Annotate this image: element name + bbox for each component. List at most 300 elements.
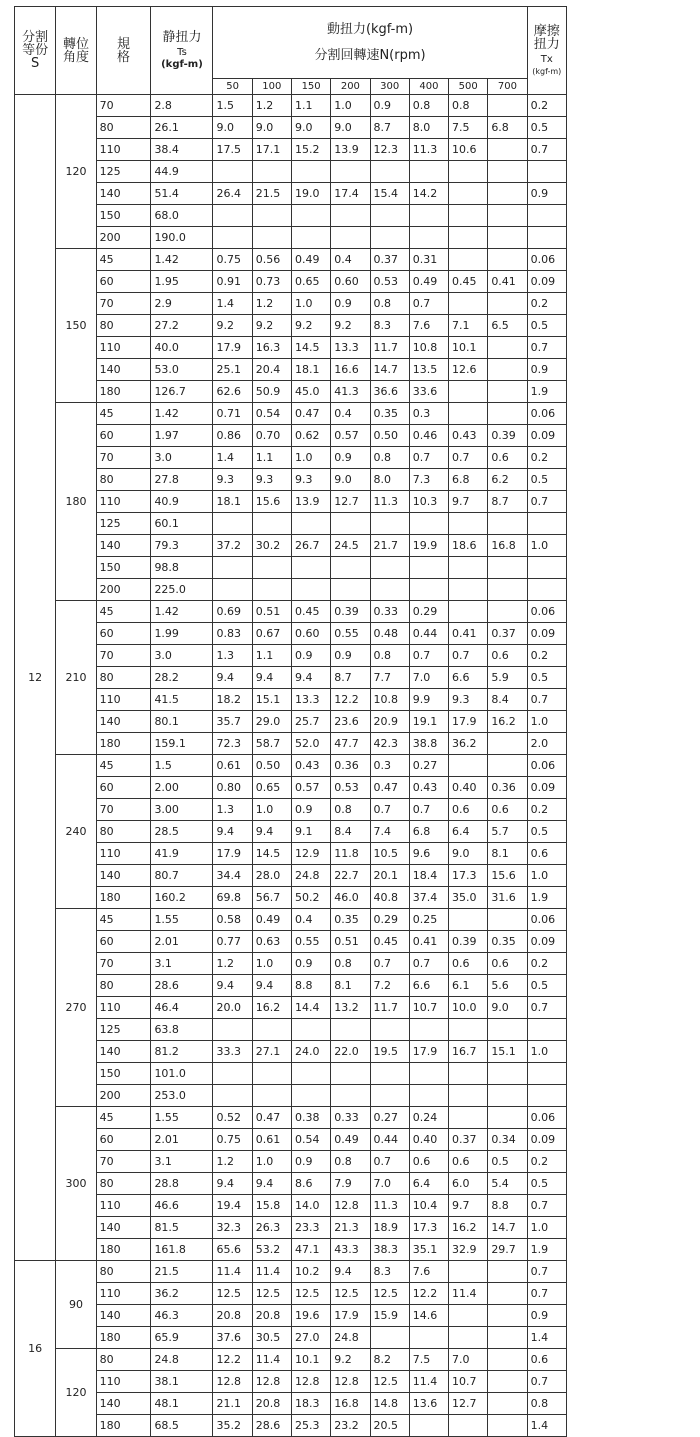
dynamic-torque-cell: 36.2	[449, 733, 488, 755]
static-torque-cell: 40.0	[151, 337, 213, 359]
size-cell: 110	[96, 843, 151, 865]
table-row	[15, 425, 567, 447]
dynamic-torque-cell: 0.39	[449, 931, 488, 953]
dynamic-torque-cell: 17.1	[252, 139, 291, 161]
dynamic-torque-cell: 21.1	[213, 1393, 252, 1415]
dynamic-torque-cell	[291, 579, 330, 601]
dynamic-torque-cell: 1.4	[213, 293, 252, 315]
dynamic-torque-cell: 9.1	[291, 821, 330, 843]
dynamic-torque-cell: 10.8	[370, 689, 409, 711]
dynamic-torque-cell	[213, 1085, 252, 1107]
dynamic-torque-cell: 32.9	[449, 1239, 488, 1261]
size-cell: 45	[96, 249, 151, 271]
dynamic-torque-cell: 0.53	[331, 777, 370, 799]
torque-spec-table	[14, 6, 567, 1437]
static-torque-cell: 1.99	[151, 623, 213, 645]
dynamic-torque-cell: 35.2	[213, 1415, 252, 1437]
size-cell: 180	[96, 733, 151, 755]
dynamic-torque-cell	[409, 1327, 448, 1349]
dynamic-torque-cell: 9.9	[409, 689, 448, 711]
dynamic-torque-cell: 10.0	[449, 997, 488, 1019]
dynamic-torque-cell: 0.7	[449, 645, 488, 667]
dynamic-torque-cell: 0.41	[488, 271, 527, 293]
static-torque-cell: 68.5	[151, 1415, 213, 1437]
dynamic-torque-cell: 11.7	[370, 997, 409, 1019]
table-row	[15, 887, 567, 909]
size-cell: 140	[96, 183, 151, 205]
dynamic-torque-cell	[370, 557, 409, 579]
size-cell: 70	[96, 799, 151, 821]
dynamic-torque-cell: 17.9	[213, 843, 252, 865]
dynamic-torque-cell	[252, 1085, 291, 1107]
dynamic-torque-cell: 0.4	[331, 249, 370, 271]
table-row	[15, 865, 567, 887]
dynamic-torque-cell: 65.6	[213, 1239, 252, 1261]
table-row	[15, 1085, 567, 1107]
dynamic-torque-cell	[488, 1261, 527, 1283]
size-cell: 140	[96, 1305, 151, 1327]
static-torque-cell: 48.1	[151, 1393, 213, 1415]
size-cell: 140	[96, 359, 151, 381]
dynamic-torque-cell: 9.0	[488, 997, 527, 1019]
dynamic-torque-cell: 10.5	[370, 843, 409, 865]
dynamic-torque-cell	[370, 1327, 409, 1349]
friction-torque-cell: 0.2	[527, 645, 566, 667]
dynamic-torque-cell: 15.8	[252, 1195, 291, 1217]
dynamic-torque-cell	[213, 205, 252, 227]
table-row	[15, 909, 567, 931]
table-row	[15, 1195, 567, 1217]
dynamic-torque-cell: 0.27	[370, 1107, 409, 1129]
division-header	[15, 7, 56, 95]
table-row	[15, 1283, 567, 1305]
dynamic-torque-cell: 12.5	[291, 1283, 330, 1305]
static-torque-cell: 126.7	[151, 381, 213, 403]
friction-torque-header-line3: Tx	[540, 54, 553, 65]
friction-torque-cell: 0.7	[527, 1371, 566, 1393]
dynamic-torque-cell: 9.4	[291, 667, 330, 689]
dynamic-torque-cell	[449, 249, 488, 271]
dynamic-torque-cell: 7.7	[370, 667, 409, 689]
dynamic-torque-cell: 8.0	[370, 469, 409, 491]
table-row	[15, 491, 567, 513]
static-torque-cell: 46.6	[151, 1195, 213, 1217]
dynamic-torque-cell: 7.2	[370, 975, 409, 997]
dynamic-torque-cell: 9.4	[213, 821, 252, 843]
dynamic-torque-cell: 1.2	[252, 293, 291, 315]
static-torque-cell: 27.2	[151, 315, 213, 337]
table-row	[15, 733, 567, 755]
dynamic-torque-cell: 53.2	[252, 1239, 291, 1261]
dynamic-torque-cell: 0.9	[331, 447, 370, 469]
table-row	[15, 271, 567, 293]
dynamic-torque-cell: 18.3	[291, 1393, 330, 1415]
dynamic-torque-cell: 10.4	[409, 1195, 448, 1217]
dynamic-torque-cell: 0.51	[252, 601, 291, 623]
dynamic-torque-cell: 0.54	[291, 1129, 330, 1151]
dynamic-torque-cell	[252, 1019, 291, 1041]
size-cell: 140	[96, 1393, 151, 1415]
friction-torque-cell: 0.8	[527, 1393, 566, 1415]
dynamic-torque-cell: 29.7	[488, 1239, 527, 1261]
dynamic-torque-cell: 9.0	[449, 843, 488, 865]
static-torque-cell: 225.0	[151, 579, 213, 601]
dynamic-torque-cell	[252, 227, 291, 249]
dynamic-torque-cell: 10.2	[291, 1261, 330, 1283]
static-torque-cell: 2.01	[151, 931, 213, 953]
dynamic-torque-cell: 8.7	[331, 667, 370, 689]
dynamic-torque-cell: 24.8	[331, 1327, 370, 1349]
dynamic-torque-cell: 14.8	[370, 1393, 409, 1415]
rpm-header-cell: 500	[449, 79, 488, 95]
angle-cell: 120	[56, 95, 96, 249]
division-header-line1: 分割	[22, 30, 49, 45]
size-cell: 110	[96, 1195, 151, 1217]
table-row	[15, 469, 567, 491]
dynamic-torque-cell: 6.1	[449, 975, 488, 997]
static-torque-cell: 46.4	[151, 997, 213, 1019]
size-cell: 125	[96, 1019, 151, 1041]
table-row	[15, 1349, 567, 1371]
static-torque-header-line2: Ts	[177, 47, 187, 58]
dynamic-torque-cell: 9.0	[331, 117, 370, 139]
angle-cell: 180	[56, 403, 96, 601]
dynamic-torque-cell: 20.5	[370, 1415, 409, 1437]
dynamic-torque-cell: 23.3	[291, 1217, 330, 1239]
dynamic-torque-cell: 12.5	[213, 1283, 252, 1305]
friction-torque-cell: 0.2	[527, 95, 566, 117]
dynamic-torque-cell: 9.4	[213, 667, 252, 689]
dynamic-torque-cell: 9.0	[213, 117, 252, 139]
dynamic-torque-header-line2: 分割回轉速N(rpm)	[314, 48, 426, 63]
dynamic-torque-cell: 0.57	[331, 425, 370, 447]
dynamic-torque-cell: 33.3	[213, 1041, 252, 1063]
dynamic-torque-cell: 9.2	[213, 315, 252, 337]
dynamic-torque-cell	[488, 1283, 527, 1305]
static-torque-cell: 2.8	[151, 95, 213, 117]
dynamic-torque-cell	[213, 1063, 252, 1085]
table-row	[15, 161, 567, 183]
dynamic-torque-cell: 14.6	[409, 1305, 448, 1327]
dynamic-torque-cell: 0.49	[252, 909, 291, 931]
table-row	[15, 1151, 567, 1173]
dynamic-torque-cell: 5.9	[488, 667, 527, 689]
angle-cell: 240	[56, 755, 96, 909]
static-torque-cell: 63.8	[151, 1019, 213, 1041]
friction-torque-cell	[527, 1063, 566, 1085]
dynamic-torque-cell	[488, 161, 527, 183]
table-row	[15, 953, 567, 975]
dynamic-torque-cell: 30.2	[252, 535, 291, 557]
dynamic-torque-cell: 15.4	[370, 183, 409, 205]
dynamic-torque-cell: 0.49	[331, 1129, 370, 1151]
dynamic-torque-cell	[449, 161, 488, 183]
dynamic-torque-cell: 11.4	[213, 1261, 252, 1283]
static-torque-cell: 27.8	[151, 469, 213, 491]
dynamic-torque-cell	[331, 1019, 370, 1041]
table-row	[15, 975, 567, 997]
dynamic-torque-cell	[488, 1327, 527, 1349]
dynamic-torque-cell: 12.8	[252, 1371, 291, 1393]
size-cell: 80	[96, 821, 151, 843]
static-torque-cell: 41.9	[151, 843, 213, 865]
dynamic-torque-cell: 17.9	[331, 1305, 370, 1327]
dynamic-torque-cell	[449, 1085, 488, 1107]
dynamic-torque-cell: 8.3	[370, 1261, 409, 1283]
static-torque-cell: 38.4	[151, 139, 213, 161]
table-row	[15, 249, 567, 271]
dynamic-torque-cell: 1.1	[252, 645, 291, 667]
dynamic-torque-cell: 0.7	[449, 447, 488, 469]
dynamic-torque-cell: 0.39	[331, 601, 370, 623]
dynamic-torque-cell	[488, 1019, 527, 1041]
dynamic-torque-cell	[291, 1019, 330, 1041]
size-cell: 140	[96, 711, 151, 733]
dynamic-torque-cell: 0.48	[370, 623, 409, 645]
table-row	[15, 359, 567, 381]
dynamic-torque-cell	[449, 557, 488, 579]
friction-torque-cell: 0.2	[527, 799, 566, 821]
dynamic-torque-cell: 0.43	[409, 777, 448, 799]
friction-torque-cell: 1.0	[527, 1041, 566, 1063]
table-row	[15, 623, 567, 645]
dynamic-torque-cell: 8.3	[370, 315, 409, 337]
dynamic-torque-cell: 0.8	[409, 95, 448, 117]
dynamic-torque-cell	[449, 909, 488, 931]
dynamic-torque-cell	[488, 227, 527, 249]
friction-torque-header-line2: 扭力	[533, 37, 560, 52]
dynamic-torque-cell	[370, 1063, 409, 1085]
dynamic-torque-cell	[213, 513, 252, 535]
size-cell: 180	[96, 381, 151, 403]
table-row	[15, 183, 567, 205]
dynamic-torque-cell: 0.58	[213, 909, 252, 931]
dynamic-torque-cell	[449, 513, 488, 535]
dynamic-torque-cell	[488, 359, 527, 381]
dynamic-torque-cell: 18.1	[213, 491, 252, 513]
dynamic-torque-cell: 11.3	[409, 139, 448, 161]
dynamic-torque-cell: 35.0	[449, 887, 488, 909]
dynamic-torque-cell	[291, 557, 330, 579]
dynamic-torque-cell	[409, 1085, 448, 1107]
table-row	[15, 1305, 567, 1327]
static-torque-cell: 28.2	[151, 667, 213, 689]
dynamic-torque-cell	[213, 557, 252, 579]
dynamic-torque-cell	[213, 161, 252, 183]
table-row	[15, 601, 567, 623]
angle-cell: 210	[56, 601, 96, 755]
dynamic-torque-cell: 0.52	[213, 1107, 252, 1129]
dynamic-torque-cell: 18.1	[291, 359, 330, 381]
static-torque-cell: 1.55	[151, 1107, 213, 1129]
dynamic-torque-cell: 0.9	[370, 95, 409, 117]
dynamic-torque-cell: 9.0	[252, 117, 291, 139]
dynamic-torque-cell: 7.0	[409, 667, 448, 689]
dynamic-torque-cell: 0.7	[409, 447, 448, 469]
dynamic-torque-cell: 17.9	[213, 337, 252, 359]
dynamic-torque-cell	[488, 557, 527, 579]
friction-torque-cell: 0.06	[527, 755, 566, 777]
dynamic-torque-cell: 19.9	[409, 535, 448, 557]
static-torque-cell: 2.9	[151, 293, 213, 315]
dynamic-torque-cell	[449, 1107, 488, 1129]
angle-cell: 270	[56, 909, 96, 1107]
dynamic-torque-cell	[291, 1085, 330, 1107]
static-torque-cell: 26.1	[151, 117, 213, 139]
friction-torque-cell	[527, 1019, 566, 1041]
static-torque-cell: 60.1	[151, 513, 213, 535]
table-row	[15, 777, 567, 799]
division-cell: 16	[15, 1261, 56, 1437]
dynamic-torque-cell: 8.4	[488, 689, 527, 711]
friction-torque-cell: 0.2	[527, 447, 566, 469]
dynamic-torque-cell: 50.2	[291, 887, 330, 909]
dynamic-torque-cell	[488, 293, 527, 315]
dynamic-torque-cell: 10.1	[449, 337, 488, 359]
dynamic-torque-cell: 0.8	[331, 953, 370, 975]
friction-torque-cell: 1.9	[527, 381, 566, 403]
dynamic-torque-cell: 11.8	[331, 843, 370, 865]
dynamic-torque-cell: 8.1	[331, 975, 370, 997]
dynamic-torque-cell: 46.0	[331, 887, 370, 909]
dynamic-torque-cell	[488, 381, 527, 403]
dynamic-torque-cell	[488, 579, 527, 601]
size-cell: 150	[96, 557, 151, 579]
rpm-header-cell: 300	[370, 79, 409, 95]
dynamic-torque-cell: 40.8	[370, 887, 409, 909]
dynamic-torque-cell	[488, 95, 527, 117]
dynamic-torque-cell	[449, 601, 488, 623]
static-torque-cell: 160.2	[151, 887, 213, 909]
angle-cell: 90	[56, 1261, 96, 1349]
dynamic-torque-cell: 0.45	[449, 271, 488, 293]
dynamic-torque-cell: 1.3	[213, 799, 252, 821]
dynamic-torque-cell: 21.7	[370, 535, 409, 557]
table-row	[15, 1041, 567, 1063]
table-row	[15, 1261, 567, 1283]
dynamic-torque-cell: 11.3	[370, 1195, 409, 1217]
dynamic-torque-cell: 16.6	[331, 359, 370, 381]
dynamic-torque-cell: 0.91	[213, 271, 252, 293]
dynamic-torque-cell: 45.0	[291, 381, 330, 403]
static-torque-cell: 24.8	[151, 1349, 213, 1371]
dynamic-torque-cell	[449, 1327, 488, 1349]
division-cell: 12	[15, 95, 56, 1261]
dynamic-torque-cell: 22.0	[331, 1041, 370, 1063]
friction-torque-cell	[527, 557, 566, 579]
dynamic-torque-cell: 0.40	[409, 1129, 448, 1151]
table-row	[15, 535, 567, 557]
angle-header-line2: 角度	[62, 49, 89, 65]
friction-torque-cell: 0.9	[527, 183, 566, 205]
table-row	[15, 381, 567, 403]
dynamic-torque-cell: 31.6	[488, 887, 527, 909]
dynamic-torque-cell: 9.3	[252, 469, 291, 491]
dynamic-torque-cell: 12.2	[331, 689, 370, 711]
dynamic-torque-cell: 13.9	[291, 491, 330, 513]
dynamic-torque-cell: 18.4	[409, 865, 448, 887]
dynamic-torque-cell: 0.24	[409, 1107, 448, 1129]
dynamic-torque-cell	[213, 1019, 252, 1041]
static-torque-cell: 190.0	[151, 227, 213, 249]
dynamic-torque-cell: 9.3	[213, 469, 252, 491]
dynamic-torque-cell: 29.0	[252, 711, 291, 733]
friction-torque-cell: 0.9	[527, 1305, 566, 1327]
friction-torque-cell: 0.9	[527, 359, 566, 381]
size-cell: 80	[96, 975, 151, 997]
dynamic-torque-cell: 26.3	[252, 1217, 291, 1239]
friction-torque-cell: 0.7	[527, 491, 566, 513]
dynamic-torque-cell: 17.4	[331, 183, 370, 205]
dynamic-torque-cell: 15.1	[252, 689, 291, 711]
dynamic-torque-cell: 9.7	[449, 491, 488, 513]
dynamic-torque-cell: 0.3	[370, 755, 409, 777]
dynamic-torque-cell: 0.31	[409, 249, 448, 271]
dynamic-torque-cell: 69.8	[213, 887, 252, 909]
size-cell: 110	[96, 1371, 151, 1393]
dynamic-torque-cell: 0.65	[291, 271, 330, 293]
size-cell: 150	[96, 1063, 151, 1085]
dynamic-torque-cell: 62.6	[213, 381, 252, 403]
static-torque-cell: 1.97	[151, 425, 213, 447]
table-row	[15, 645, 567, 667]
size-cell: 180	[96, 1327, 151, 1349]
dynamic-torque-cell	[331, 161, 370, 183]
dynamic-torque-cell: 16.2	[488, 711, 527, 733]
size-cell: 80	[96, 469, 151, 491]
dynamic-torque-cell: 0.9	[291, 953, 330, 975]
size-cell: 60	[96, 777, 151, 799]
static-torque-cell: 46.3	[151, 1305, 213, 1327]
dynamic-torque-cell: 0.56	[252, 249, 291, 271]
dynamic-torque-cell: 56.7	[252, 887, 291, 909]
table-row	[15, 689, 567, 711]
dynamic-torque-cell: 23.2	[331, 1415, 370, 1437]
friction-torque-cell	[527, 161, 566, 183]
rpm-header-cell: 400	[409, 79, 448, 95]
dynamic-torque-cell: 7.9	[331, 1173, 370, 1195]
dynamic-torque-cell	[488, 205, 527, 227]
dynamic-torque-cell	[488, 1305, 527, 1327]
dynamic-torque-cell: 5.7	[488, 821, 527, 843]
dynamic-torque-cell: 12.8	[331, 1195, 370, 1217]
friction-torque-cell: 0.2	[527, 293, 566, 315]
size-cell: 80	[96, 1349, 151, 1371]
dynamic-torque-cell: 6.2	[488, 469, 527, 491]
dynamic-torque-cell: 14.4	[291, 997, 330, 1019]
dynamic-torque-cell: 15.6	[252, 491, 291, 513]
dynamic-torque-cell: 0.25	[409, 909, 448, 931]
table-row	[15, 821, 567, 843]
dynamic-torque-cell: 18.6	[449, 535, 488, 557]
dynamic-torque-cell: 0.75	[213, 1129, 252, 1151]
dynamic-torque-cell: 24.8	[291, 865, 330, 887]
dynamic-torque-cell: 0.43	[449, 425, 488, 447]
dynamic-torque-cell: 0.47	[252, 1107, 291, 1129]
dynamic-torque-cell	[252, 205, 291, 227]
table-row	[15, 117, 567, 139]
angle-header-line1: 轉位	[62, 36, 89, 52]
table-row	[15, 579, 567, 601]
dynamic-torque-cell: 6.4	[449, 821, 488, 843]
dynamic-torque-cell	[409, 513, 448, 535]
dynamic-torque-cell: 10.8	[409, 337, 448, 359]
dynamic-torque-cell: 16.2	[252, 997, 291, 1019]
dynamic-torque-cell: 24.0	[291, 1041, 330, 1063]
dynamic-torque-cell: 14.5	[252, 843, 291, 865]
dynamic-torque-cell: 12.2	[409, 1283, 448, 1305]
dynamic-torque-cell: 13.5	[409, 359, 448, 381]
